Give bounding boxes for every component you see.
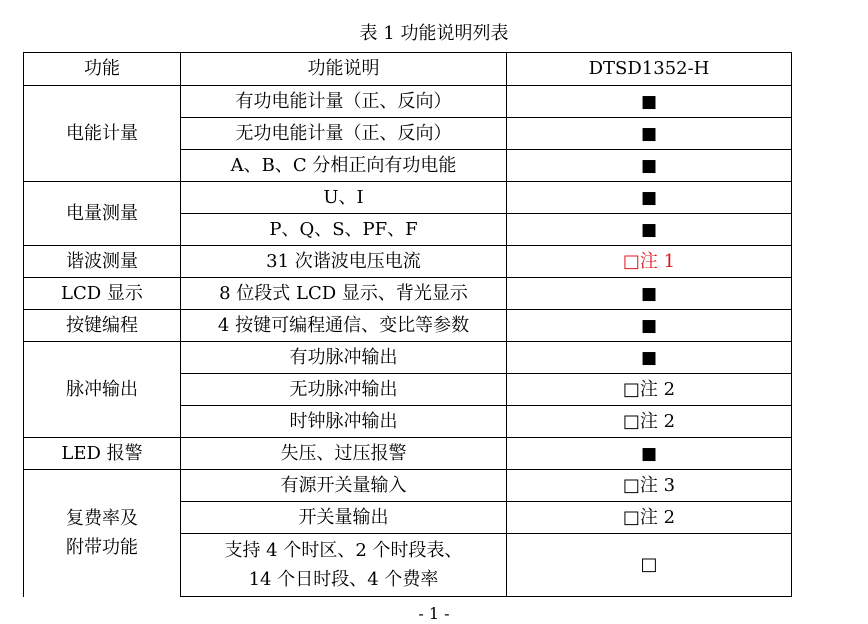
- row-mark-note1: □注 1: [507, 246, 792, 278]
- row-mark: ■: [507, 438, 792, 470]
- row-mark: ■: [507, 86, 792, 118]
- row-mark: ■: [507, 310, 792, 342]
- row-description: 无功电能计量（正、反向）: [181, 118, 507, 150]
- row-mark: □注 2: [507, 374, 792, 406]
- table-header-row: [24, 53, 792, 86]
- table-row: [24, 278, 792, 310]
- row-description: 失压、过压报警: [181, 438, 507, 470]
- table-row: [24, 470, 792, 502]
- row-description-multiline: [181, 534, 507, 597]
- table-caption: 表 1 功能说明列表: [359, 23, 509, 44]
- group-multi-rate-line1: 复费率及: [66, 508, 138, 530]
- group-pulse: 脉冲输出: [24, 342, 181, 438]
- row-description: 有功脉冲输出: [181, 342, 507, 374]
- row-mark: ■: [507, 214, 792, 246]
- row-mark: □注 2: [507, 406, 792, 438]
- table-row: [24, 342, 792, 374]
- group-measure: 电量测量: [24, 182, 181, 246]
- header-function: 功能: [24, 53, 181, 86]
- group-led: LED 报警: [24, 438, 181, 470]
- row-description: 无功脉冲输出: [181, 374, 507, 406]
- row-mark: □注 3: [507, 470, 792, 502]
- table-row: [24, 182, 792, 214]
- row-description: U、I: [181, 182, 507, 214]
- header-model: DTSD1352-H: [507, 53, 792, 86]
- row-mark: □注 2: [507, 502, 792, 534]
- table-row: [24, 310, 792, 342]
- group-harmonic: 谐波测量: [24, 246, 181, 278]
- row-description: 31 次谐波电压电流: [181, 246, 507, 278]
- table-row: [24, 246, 792, 278]
- row-description: A、B、C 分相正向有功电能: [181, 150, 507, 182]
- row-mark: ■: [507, 182, 792, 214]
- row-mark: □: [507, 534, 792, 597]
- group-energy: 电能计量: [24, 86, 181, 182]
- group-keys: 按键编程: [24, 310, 181, 342]
- row-description: 开关量输出: [181, 502, 507, 534]
- row-description: P、Q、S、PF、F: [181, 214, 507, 246]
- row-description-line2: 14 个日时段、4 个费率: [248, 569, 439, 590]
- group-lcd: LCD 显示: [24, 278, 181, 310]
- row-mark: ■: [507, 278, 792, 310]
- row-description: 有功电能计量（正、反向）: [181, 86, 507, 118]
- row-description: 8 位段式 LCD 显示、背光显示: [181, 278, 507, 310]
- row-mark: ■: [507, 118, 792, 150]
- group-multi-rate-line2: 附带功能: [66, 537, 138, 559]
- function-table: [23, 52, 792, 597]
- row-mark: ■: [507, 342, 792, 374]
- page-number: - 1 -: [418, 604, 450, 623]
- table-row: [24, 438, 792, 470]
- row-description: 4 按键可编程通信、变比等参数: [181, 310, 507, 342]
- row-description-line1: 支持 4 个时区、2 个时段表、: [224, 540, 463, 561]
- row-description: 时钟脉冲输出: [181, 406, 507, 438]
- row-mark: ■: [507, 150, 792, 182]
- row-description: 有源开关量输入: [181, 470, 507, 502]
- table-row: [24, 86, 792, 118]
- group-multi-rate: [24, 470, 181, 597]
- header-description: 功能说明: [181, 53, 507, 86]
